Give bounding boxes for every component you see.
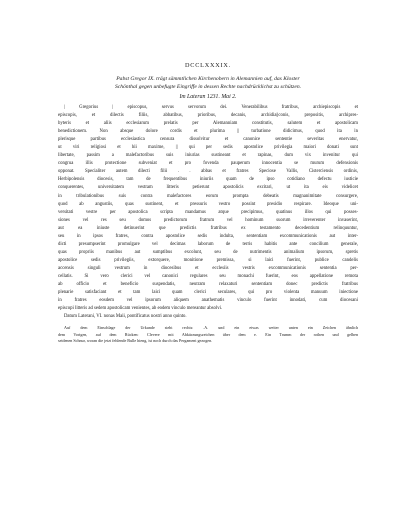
body-line: quod ab angustiis, quas sustinent, et pressuris vestro possint presidio respirare. Ideoque uni-	[58, 201, 358, 207]
body-line: siones vel res seu domos predictorum fratrum vel hominum suorum irreverenter invaserint,	[58, 217, 358, 223]
body-line: | Gregorius | episcopus, servus servorum dei. Venerabilibus fratribus, archiepiscopis et	[64, 105, 358, 110]
body-line: episcopi litteris ad sedem apostolicam venientes, ab eodem vinculo mereantur absolvi.	[58, 306, 223, 312]
body-line: ab officio et beneficio suspendatis, neutram relaxaturi sententiam donec predictis fratribus	[58, 282, 358, 288]
charter-body	[58, 104, 358, 313]
body-line: byteris et aliis ecclesiarum prelatis per Alemanniam constitutis, salutem et apostolicam	[58, 121, 358, 127]
body-line: quas propriis manibus aut sumptibus excolunt, seu de nutrimentis animalium ipsorum, spretis	[58, 249, 358, 255]
document-number: DCCLXXXIX.	[185, 62, 231, 69]
body-line: seu in ipsos fratres, contra apostolice sedis indulta, sententiam excommunicationis aut inter-	[58, 233, 358, 239]
note-line: Auf dem Einschlage der Urkunde steht rechts: .A. und ein etwas weiter unten ein Zeichen ähnlich	[64, 325, 358, 331]
document-page	[58, 62, 358, 344]
body-line: ut viri religiosi et hii maxime, || qui per sedis apostolice privilegia maiori donati sunt	[58, 145, 358, 151]
summary-line: Pabst Gregor IX. trägt sämmtlichen Kirchenobern in Alemannien auf, das Kloster	[116, 76, 300, 82]
body-line: opponat. Specialiter autem dilecti filii . . abbas et fratres Speciose Vallis, Cisterciensis ordinis,	[58, 169, 358, 175]
body-line: cellatis. Si vero clerici vel canonici regulares seu monachi fuerint, eos appellatione remota	[58, 273, 358, 279]
editorial-note	[58, 325, 358, 344]
body-line: aut ea iniuste detinuerint que predictis fratribus ex testamento decedentium relinquuntur,	[58, 225, 358, 231]
body-line: episcopis, et dilectis filiis, abbatibus, prioribus, decanis, archidia||conis, prepositis, archipres-	[58, 113, 358, 119]
body-line: versitati vestre per apostolica scripta mandamus atque precipimus, quatinus illos qui posses-	[58, 209, 358, 215]
body-line: in tribulationibus suis contra malefactores eorum prompta debeatis magnanimitate consurgere,	[58, 193, 358, 199]
body-line: libertate, passim a malefactoribus suis iniurias sustineant et rapinas, dum vix invenitur qui	[58, 153, 358, 159]
body-line: benedictionem. Non absque dolore cordis et plurima || turbatione didicimus, quod ita in	[58, 129, 358, 135]
body-line: apostolice sedis privilegiis, extorquere, monitione premissa, si laici fuerint, publice candelis	[58, 257, 358, 263]
body-line: accensis singuli vestrum in diocesibus et ecclesiis vestris excommunicationis sententia per-	[58, 265, 358, 271]
document-summary	[62, 75, 354, 91]
closing-date: Datum Laterani, VI. nonas Maii, pontificatus nostri anno quinto.	[64, 314, 187, 320]
body-line: plerisque partibus ecclesiastica censura dissolvitur et canonice sententie severitas enervatur,	[58, 137, 358, 143]
body-line: congrua illis protectione subveniat et pro fovenda pauperum innocentia se murum defensionis	[58, 161, 358, 167]
note-line: dem Vorigen, auf dem Rücken: Clevere mit Abkürzungszeichen über dem e. Ein Trumm der rothen und gelben	[58, 331, 358, 337]
body-line: conquerentes, universitatem vestram litteris petierunt apostolicis excitari, ut ita eis videlicet	[58, 185, 358, 191]
body-line: dicti presumpserint promulgare vel decimas laborum de terris habitis ante concilium generale,	[58, 241, 358, 247]
body-line: plenarie satisfaciant et tam laici quam clerici seculares, qui pro violenta manuum iniectione	[58, 290, 358, 296]
dateline: Im Lateran 1231. Mai 2.	[179, 94, 237, 100]
summary-line: Schönthal gegen unbefugte Eingriffe in dessen Rechte nachdrücklichst zu schützen.	[114, 84, 302, 90]
body-line: Herbipolensis diocesis, tam de frequentibus iniuriis quam de ipso cotidiano defectu iusticie	[58, 177, 358, 183]
note-line: seidenen Schnur, woran die jetzt fehlende Bulle hieng, ist noch durch das Pergament gezogen.	[58, 338, 213, 344]
body-line: in fratres eosdem vel ipsorum aliquem anathematis vinculo fuerint innodati, cum diocesani	[58, 298, 358, 304]
